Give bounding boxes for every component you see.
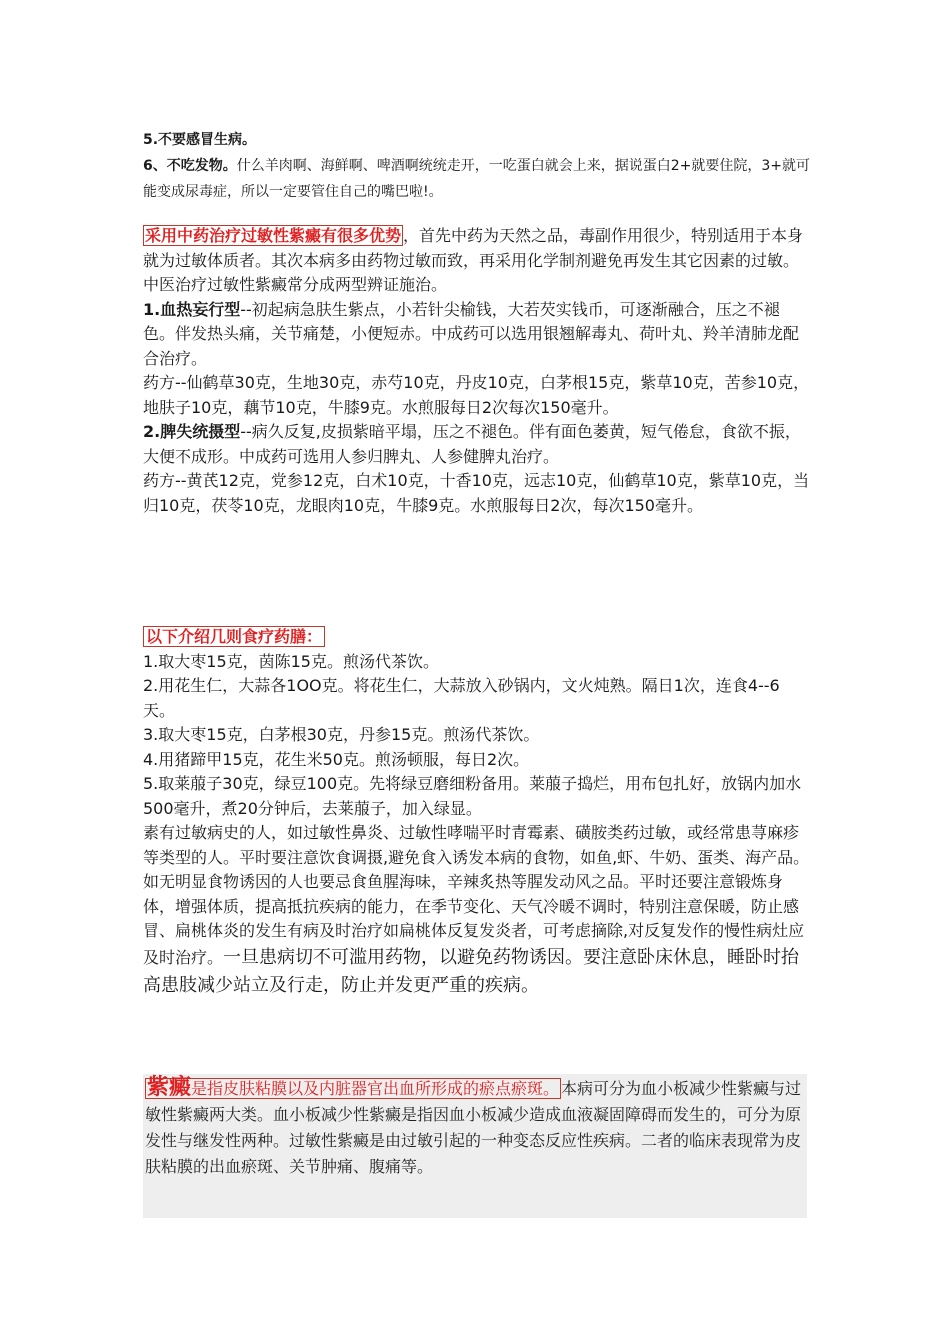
tcm-type1-recipe: 药方--仙鹤草30克，生地30克，赤芍10克，丹皮10克，白茅根15克，紫草10克，苦参10克，地肤子10克，藕节10克，牛膝9克。水煎服每日2次每次150毫升。 (143, 373, 810, 417)
diet-heading: 以下介绍几则食疗药膳： (143, 626, 325, 647)
tcm-type2-title: 2.脾失统摄型 (143, 422, 241, 441)
tip-item-6-body: 什么羊肉啊、海鲜啊、啤酒啊统统走开，一吃蛋白就会上来，据说蛋白2+就要住院，3+就可能变成尿毒症，所以一定要管住自己的嘴巴啦!。 (143, 158, 811, 200)
tcm-intro-text: ，首先中药为天然之品，毒副作用很少，特别适用于本身就为过敏体质者。其次本病多由药物过敏而致，再采用化学制剂避免再发生其它因素的过敏。中医治疗过敏性紫癜常分成两型辨证施治。 (143, 226, 804, 294)
tcm-intro (143, 224, 811, 298)
tcm-type1-title: 1.血热妄行型 (143, 299, 241, 319)
definition-body: 本病可分为血小板减少性紫癜与过敏性紫癜两大类。血小板减少性紫癜是指因血小板减少造成血液凝固障碍而发生的，可分为原发性与继发性两种。过敏性紫癜是由过敏引起的一种变态反应性疾病。二者的临床表现常为皮肤粘膜的出血瘀斑、关节肿痛、腹痛等。 (145, 1079, 802, 1176)
tips-section (143, 127, 811, 205)
diet-item: 1.取大枣15克，茵陈15克。煎汤代茶饮。 (143, 651, 439, 671)
tcm-type1 (143, 298, 811, 372)
tip-item-6-head: 6、不吃发物。 (143, 158, 237, 174)
diet-item: 3.取大枣15克，白茅根30克，丹参15克。煎汤代茶饮。 (143, 725, 540, 744)
definition-highlight (145, 1074, 561, 1100)
tcm-type2 (143, 420, 811, 469)
diet-advice (143, 821, 811, 1000)
definition-paragraph (143, 1074, 807, 1180)
tip-item-6 (143, 153, 811, 205)
definition-section (143, 1074, 807, 1218)
diet-item: 2.用花生仁，大蒜各1OO克。将花生仁，大蒜放入砂锅内，文火炖熟。隔日1次，连食4--6天。 (143, 676, 780, 720)
tcm-highlight: 采用中药治疗过敏性紫癜有很多优势 (145, 226, 402, 245)
diet-heading-row (143, 625, 811, 650)
diet-item: 4.用猪蹄甲15克，花生米50克。煎汤顿服，每日2次。 (143, 749, 530, 769)
diet-item: 5.取莱菔子30克，绿豆100克。先将绿豆磨细粉备用。莱菔子捣烂，用布包扎好，放锅内加水500毫升，煮20分钟后，去莱菔子，加入绿显。 (143, 774, 802, 818)
tip-item-5: 5.不要感冒生病。 (143, 132, 257, 148)
definition-term: 紫癜 (147, 1074, 192, 1100)
tcm-section (143, 224, 811, 518)
tcm-type2-body: --病久反复,皮损紫暗平塌，压之不褪色。伴有面色萎黄，短气倦怠，食欲不振，大便不成形。中成药可选用人参归脾丸、人参健脾丸治疗。 (143, 422, 801, 466)
diet-section (143, 625, 811, 1000)
tcm-type2-recipe: 药方--黄芪12克，党参12克，白术10克，十香10克，远志10克，仙鹤草10克，紫草10克，当归10克，茯苓10克，龙眼肉10克，牛膝9克。水煎服每日2次，每次150毫升。 (143, 471, 810, 515)
definition-term-rest: 是指皮肤粘膜以及内脏器官出血所形成的瘀点瘀斑。 (191, 1079, 560, 1098)
diet-advice-text: 素有过敏病史的人，如过敏性鼻炎、过敏性哮喘平时青霉素、磺胺类药过敏，或经常患荨麻疹等类型的人。平时要注意饮食调摄,避免食入诱发本病的食物，如鱼,虾、牛奶、蛋类、海产品。如无明显食物诱因的人也要忌食鱼腥海味，辛辣炙热等腥发动风之品。平时还要注意锻炼身体，增强体质，提高抵抗疾病的能力，在季节变化、天气冷暖不调时，特别注意保暖，防止感冒、扁桃体炎的发生有病及时治疗如扁桃体反复发炎者，可考虑摘除,对反复发作的慢性病灶应及时治疗。 (143, 823, 810, 967)
tcm-type1-body: --初起病急肤生紫点，小若针尖榆钱，大若芡实钱币，可逐渐融合，压之不褪色。伴发热头痛，关节痛楚，小便短赤。中成药可以选用银翘解毒丸、荷叶丸、羚羊清肺龙配合治疗。 (143, 299, 800, 368)
diet-advice-large: 一旦患病切不可滥用药物，以避免药物诱因。要注意卧床休息，睡卧时抬高患肢减少站立及行走，防止并发更严重的疾病。 (143, 946, 800, 996)
